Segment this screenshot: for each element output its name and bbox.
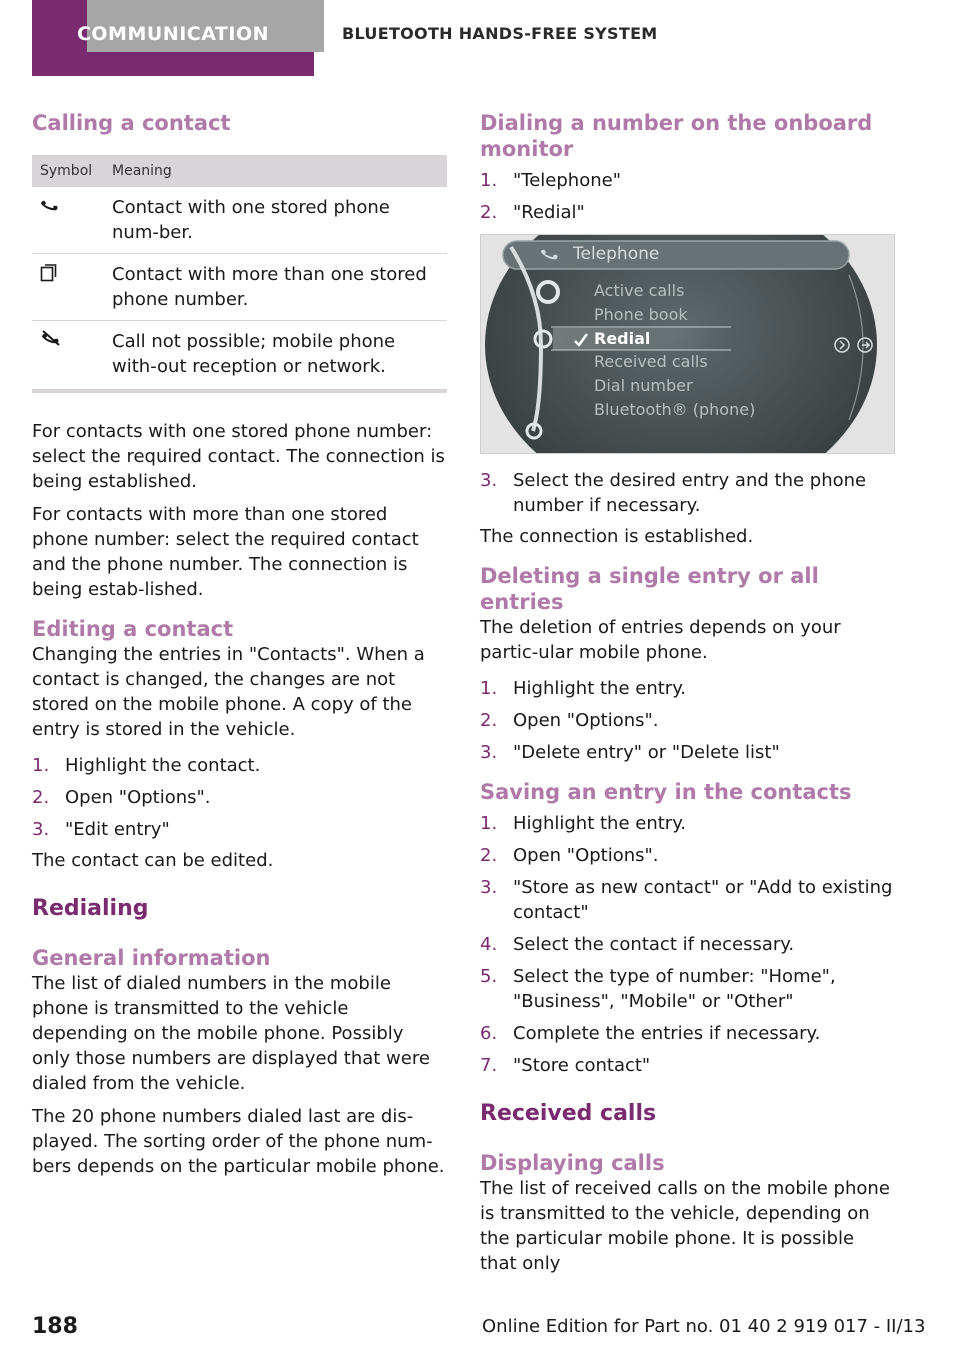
monitor-menu-item[interactable]: Received calls	[594, 352, 708, 371]
saving-steps	[480, 811, 895, 1078]
deleting-steps	[480, 676, 895, 765]
phone-handset-icon	[40, 197, 60, 213]
page-number: 188	[32, 1314, 78, 1339]
list-item: 1. Highlight the entry.	[480, 678, 686, 699]
section-title: BLUETOOTH HANDS-FREE SYSTEM	[342, 24, 658, 43]
monitor-menu-item[interactable]: Active calls	[594, 281, 685, 300]
list-item: 1. "Telephone"	[480, 170, 621, 191]
table-row	[32, 187, 447, 254]
list-item: 1. Highlight the contact.	[32, 755, 261, 776]
list-item: 6. Complete the entries if necessary.	[480, 1023, 821, 1044]
left-column	[32, 110, 447, 1179]
paragraph: For contacts with one stored phone number: select the required contact. The connection is being established.	[32, 421, 445, 492]
list-item: 2. "Redial"	[480, 202, 585, 223]
paragraph: The deletion of entries depends on your partic-ular mobile phone.	[480, 617, 841, 663]
general-information-heading: General information	[32, 946, 271, 970]
monitor-menu-item-selected[interactable]: Redial	[594, 329, 651, 348]
calling-contact-heading: Calling a contact	[32, 111, 231, 135]
list-item: 2. Open "Options".	[480, 845, 659, 866]
monitor-title: Telephone	[573, 244, 660, 264]
paragraph: Changing the entries in "Contacts". When a contact is changed, the changes are not stored on the mobile phone. A copy of the entry is stored in the vehicle.	[32, 644, 425, 740]
chapter-title: COMMUNICATION	[76, 23, 270, 45]
redialing-heading: Redialing	[32, 896, 149, 921]
monitor-display	[481, 235, 895, 454]
dialing-steps-continued	[480, 468, 895, 518]
list-item: 3. "Store as new contact" or "Add to existing contact"	[480, 877, 893, 923]
stacked-cards-icon	[40, 262, 58, 282]
list-item: 1. Highlight the entry.	[480, 813, 686, 834]
paragraph: The connection is established.	[480, 526, 754, 547]
displaying-calls-heading: Displaying calls	[480, 1151, 665, 1175]
list-item: 3. Select the desired entry and the phone number if necessary.	[480, 470, 867, 516]
dialing-steps	[480, 168, 895, 225]
list-item: 3. "Edit entry"	[32, 819, 170, 840]
monitor-menu-item[interactable]: Dial number	[594, 376, 693, 395]
editing-steps	[32, 753, 447, 842]
list-item: 7. "Store contact"	[480, 1055, 651, 1076]
table-row	[32, 254, 447, 321]
symbol-column-header: Symbol	[32, 155, 104, 187]
meaning-column-header: Meaning	[104, 155, 447, 187]
symbol-table-header	[32, 155, 447, 187]
paragraph: The 20 phone numbers dialed last are dis-played. The sorting order of the phone num-bers depends on the particular mobile phone.	[32, 1106, 445, 1177]
list-item: 2. Open "Options".	[480, 710, 659, 731]
saving-heading: Saving an entry in the contacts	[480, 780, 852, 804]
symbol-meaning: Contact with one stored phone num-ber.	[104, 187, 447, 254]
deleting-heading: Deleting a single entry or all entries	[480, 564, 819, 614]
editing-contact-heading: Editing a contact	[32, 617, 234, 641]
symbol-meaning: Call not possible; mobile phone with-out reception or network.	[104, 321, 447, 392]
monitor-menu-item[interactable]: Bluetooth® (phone)	[594, 400, 756, 419]
symbol-table	[32, 155, 447, 393]
list-item: 3. "Delete entry" or "Delete list"	[480, 742, 780, 763]
paragraph: For contacts with more than one stored phone number: select the required contact and the phone number. The connection is being estab-lished.	[32, 504, 419, 600]
monitor-menu-item[interactable]: Phone book	[594, 305, 688, 324]
right-column	[480, 110, 895, 1276]
table-row	[32, 321, 447, 392]
phone-crossed-icon	[40, 329, 62, 347]
list-item: 5. Select the type of number: "Home", "Business", "Mobile" or "Other"	[480, 966, 836, 1012]
symbol-meaning: Contact with more than one stored phone number.	[104, 254, 447, 321]
dialing-heading: Dialing a number on the onboard monitor	[480, 111, 873, 161]
paragraph: The list of received calls on the mobile phone is transmitted to the vehicle, depending on the particular mobile phone. It is possible that only	[480, 1178, 890, 1274]
received-calls-heading: Received calls	[480, 1101, 657, 1126]
onboard-monitor-screenshot	[480, 234, 895, 454]
list-item: 2. Open "Options".	[32, 787, 211, 808]
monitor-phone-icon	[539, 246, 561, 262]
paragraph: The list of dialed numbers in the mobile phone is transmitted to the vehicle depending on the mobile phone. Possibly only those numbers are displayed that were dialed from the vehicle.	[32, 973, 430, 1094]
chapter-tab	[32, 0, 314, 76]
list-item: 4. Select the contact if necessary.	[480, 934, 795, 955]
edition-note: Online Edition for Part no. 01 40 2 919 017 - II/13	[482, 1316, 926, 1337]
paragraph: The contact can be edited.	[32, 850, 274, 871]
